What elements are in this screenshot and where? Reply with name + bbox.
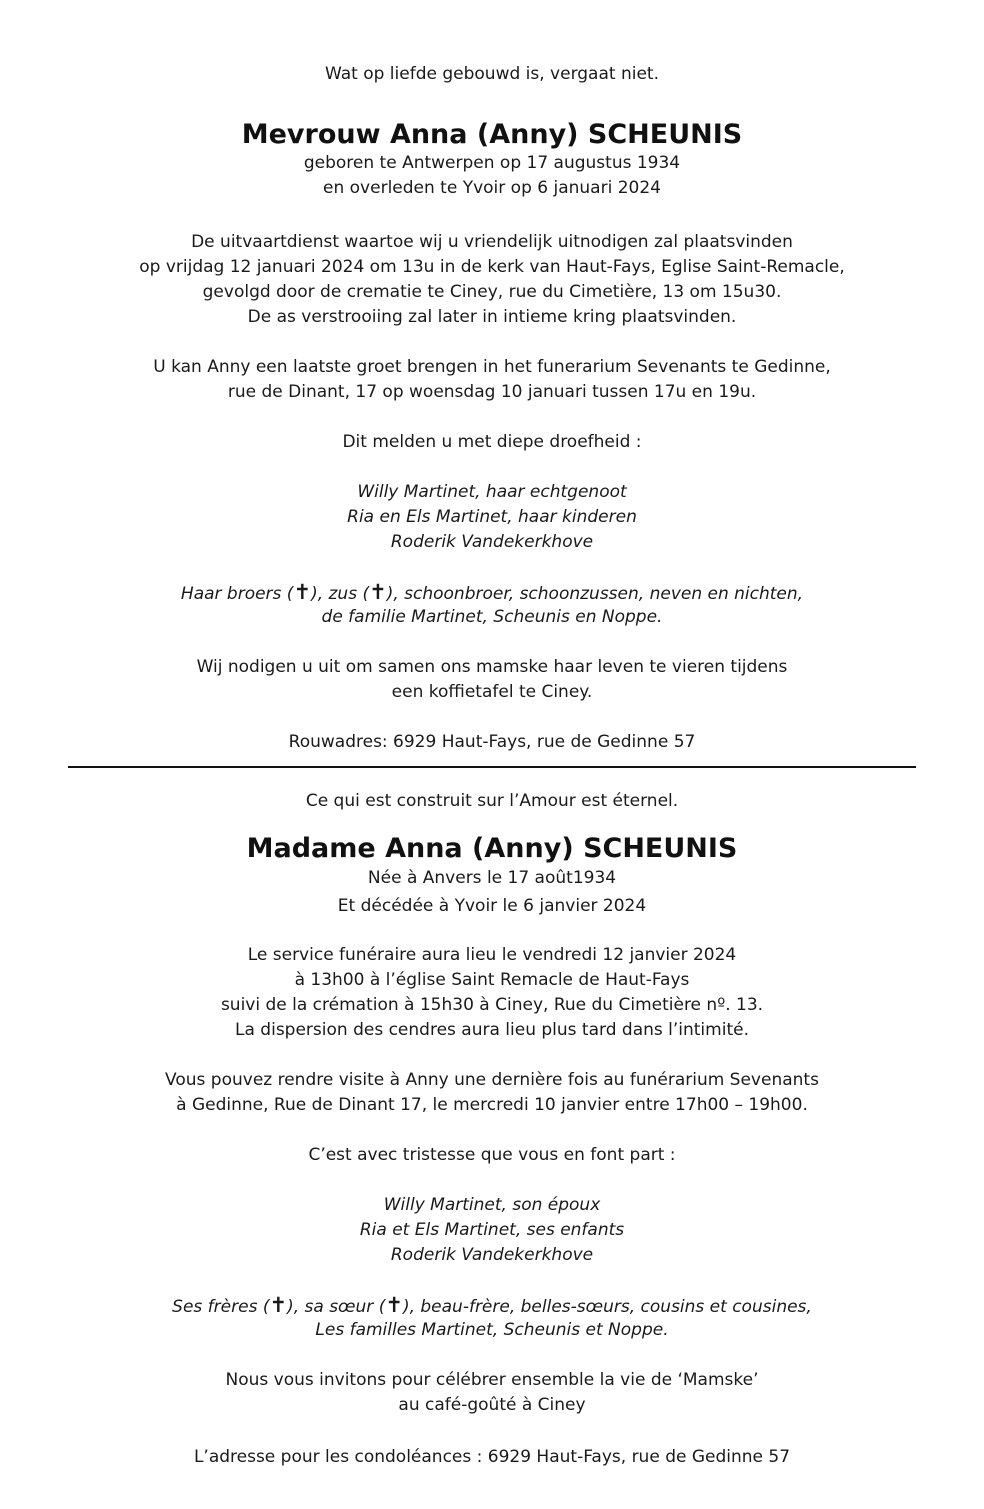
fr-family-member: Ria et Els Martinet, ses enfants [359, 1220, 625, 1240]
fr-relatives-line [0, 1293, 984, 1319]
fr-relatives-line: Les familles Martinet, Scheunis et Noppe. [315, 1320, 669, 1340]
nl-service-line: De uitvaartdienst waartoe wij u vriendelijk uitnodigen zal plaatsvinden [191, 232, 793, 252]
nl-invite-line: een koffietafel te Ciney. [391, 682, 593, 702]
nl-family-member: Roderik Vandekerkhove [390, 532, 594, 552]
fr-family-member: Roderik Vandekerkhove [390, 1245, 594, 1265]
cross-icon: ✝ [369, 580, 387, 604]
nl-address: Rouwadres: 6929 Haut-Fays, rue de Gedinne 57 [288, 732, 696, 752]
fr-address: L’adresse pour les condoléances : 6929 Haut-Fays, rue de Gedinne 57 [193, 1447, 791, 1467]
cross-icon: ✝ [293, 580, 312, 604]
nl-relatives-line [0, 580, 984, 606]
nl-service-line: gevolgd door de crematie te Ciney, rue du Cimetière, 13 om 15u30. [202, 282, 782, 302]
nl-family-member: Willy Martinet, haar echtgenoot [357, 482, 627, 502]
nl-service-line: De as verstrooiing zal later in intieme kring plaatsvinden. [247, 307, 737, 327]
nl-death-line: en overleden te Yvoir op 6 januari 2024 [323, 178, 661, 198]
section-divider [68, 766, 916, 768]
fr-visit-line: Vous pouvez rendre visite à Anny une dernière fois au funérarium Sevenants [165, 1070, 819, 1090]
cross-icon: ✝ [385, 1293, 403, 1317]
fr-motto: Ce qui est construit sur l’Amour est éternel. [305, 791, 679, 811]
nl-birth-line: geboren te Antwerpen op 17 augustus 1934 [303, 153, 681, 173]
fr-birth-line: Née à Anvers le 17 août1934 [367, 868, 617, 888]
nl-motto: Wat op liefde gebouwd is, vergaat niet. [325, 64, 659, 84]
nl-relatives-text: ), zus ( [311, 584, 370, 604]
fr-announcement: C’est avec tristesse que vous en font part : [308, 1145, 676, 1165]
fr-service-line: La dispersion des cendres aura lieu plus tard dans l’intimité. [235, 1020, 749, 1040]
fr-relatives-text: ), sa sœur ( [287, 1297, 386, 1317]
nl-service-line: op vrijdag 12 januari 2024 om 13u in de kerk van Haut-Fays, Eglise Saint-Remacle, [139, 257, 845, 277]
nl-invite-line: Wij nodigen u uit om samen ons mamske haar leven te vieren tijdens [196, 657, 788, 677]
fr-relatives-text: ), beau-frère, belles-sœurs, cousins et cousines, [402, 1297, 812, 1317]
nl-visit-line: rue de Dinant, 17 op woensdag 10 januari tussen 17u en 19u. [227, 382, 757, 402]
fr-service-line: suivi de la crémation à 15h30 à Ciney, Rue du Cimetière nº. 13. [220, 995, 764, 1015]
fr-deceased-name: Madame Anna (Anny) SCHEUNIS [246, 833, 738, 864]
fr-service-line: à 13h00 à l’église Saint Remacle de Haut-Fays [294, 970, 690, 990]
fr-invite-line: au café-goûté à Ciney [398, 1395, 586, 1415]
nl-deceased-name: Mevrouw Anna (Anny) SCHEUNIS [241, 119, 743, 150]
fr-death-line: Et décédée à Yvoir le 6 janvier 2024 [337, 896, 647, 916]
nl-relatives-line: de familie Martinet, Scheunis en Noppe. [321, 607, 663, 627]
cross-icon: ✝ [269, 1293, 288, 1317]
fr-service-line: Le service funéraire aura lieu le vendredi 12 janvier 2024 [247, 945, 737, 965]
nl-visit-line: U kan Anny een laatste groet brengen in het funerarium Sevenants te Gedinne, [153, 357, 831, 377]
fr-invite-line: Nous vous invitons pour célébrer ensemble la vie de ‘Mamske’ [225, 1370, 759, 1390]
nl-announcement: Dit melden u met diepe droefheid : [342, 432, 642, 452]
fr-family-member: Willy Martinet, son époux [383, 1195, 601, 1215]
fr-visit-line: à Gedinne, Rue de Dinant 17, le mercredi 10 janvier entre 17h00 – 19h00. [176, 1095, 808, 1115]
nl-family-member: Ria en Els Martinet, haar kinderen [347, 507, 637, 527]
nl-relatives-text: ), schoonbroer, schoonzussen, neven en nichten, [386, 584, 804, 604]
fr-relatives-text: Ses frères ( [172, 1297, 270, 1317]
nl-relatives-text: Haar broers ( [180, 584, 294, 604]
